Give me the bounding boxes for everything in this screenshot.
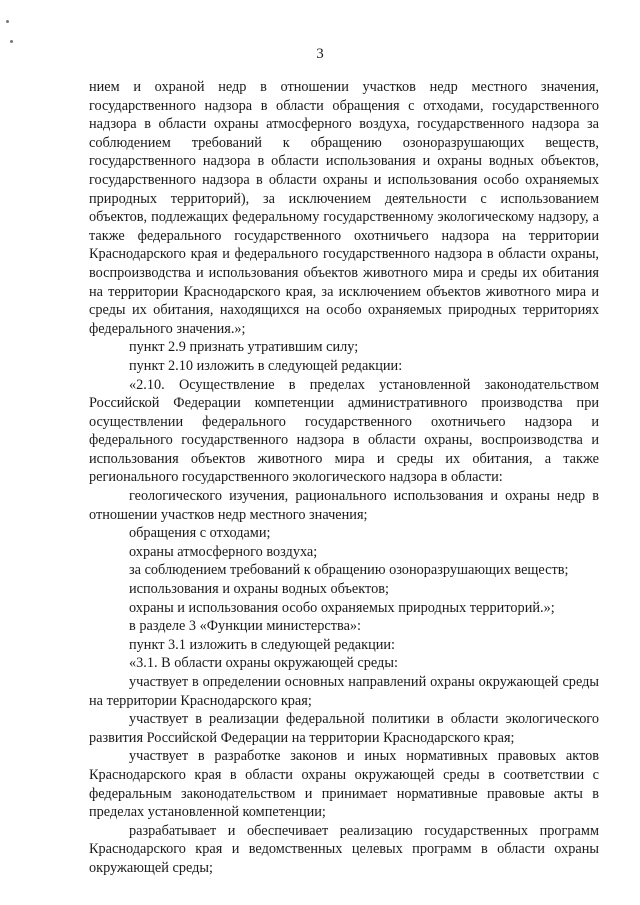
paragraph: за соблюдением требований к обращению озоноразрушающих веществ; — [129, 562, 569, 579]
scan-artifact — [10, 40, 13, 43]
paragraph: нием и охраной недр в отношении участков недр местного значения, государственного надзора в области обращения с отходами, государственного надзора в области охраны атмосферного воздуха, государственного надзора за соблюдением требований к обращению озоноразрушающих веществ, государственного надзора в области использования и охраны водных объектов, государственного надзора в области охраны и использования особо охраняемых природных территорий), за исключением деятельности с использованием объектов, подлежащих федеральному государственному экологическому надзору, а также федерального государственного охотничьего надзора на территории Краснодарского края и федерального государственного надзора в области охраны, воспроизводства и использования объектов животного мира и среды их обитания на территории Краснодарского края, за исключением объектов животного мира и среды их обитания, находящихся на особо охраняемых природных территориях федерального значения.»; — [89, 79, 599, 337]
paragraph: пункт 2.9 признать утратившим силу; — [129, 339, 359, 356]
paragraph: обращения с отходами; — [129, 525, 271, 542]
paragraph: охраны и использования особо охраняемых природных территорий.»; — [129, 599, 555, 616]
paragraph: участвует в разработке законов и иных нормативных правовых актов Краснодарского края в области охраны окружающей среды в соответствии с федеральным законодательством и принимает нормативные правовые акты в пределах установленной компетенции; — [89, 748, 599, 821]
paragraph: участвует в определении основных направлений охраны окружающей среды на территории Краснодарского края; — [89, 674, 599, 709]
paragraph: использования и охраны водных объектов; — [129, 581, 389, 598]
document-body — [89, 78, 599, 878]
paragraph: геологического изучения, рационального использования и охраны недр в отношении участков недр местного значения; — [89, 488, 599, 523]
paragraph: в разделе 3 «Функции министерства»: — [129, 618, 362, 635]
paragraph: пункт 2.10 изложить в следующей редакции: — [129, 357, 403, 374]
paragraph: участвует в реализации федеральной политики в области экологического развития Российской Федерации на территории Краснодарского края; — [89, 711, 599, 746]
paragraph: разрабатывает и обеспечивает реализацию государственных программ Краснодарского края и ведомственных целевых программ в области охраны окружающей среды; — [89, 822, 599, 876]
page-number: 3 — [316, 46, 324, 62]
scan-artifact — [6, 20, 9, 23]
paragraph: «3.1. В области охраны окружающей среды: — [129, 655, 398, 672]
paragraph: «2.10. Осуществление в пределах установленной законодательством Российской Федерации компетенции административного производства при осуществлении федерального государственного охотничьего надзора и федерального государственного надзора в области охраны, воспроизводства и использования объектов животного мира и среды их обитания, а также регионального государственного экологического надзора в области: — [89, 376, 599, 486]
paragraph: пункт 3.1 изложить в следующей редакции: — [129, 636, 396, 653]
paragraph: охраны атмосферного воздуха; — [129, 543, 318, 560]
